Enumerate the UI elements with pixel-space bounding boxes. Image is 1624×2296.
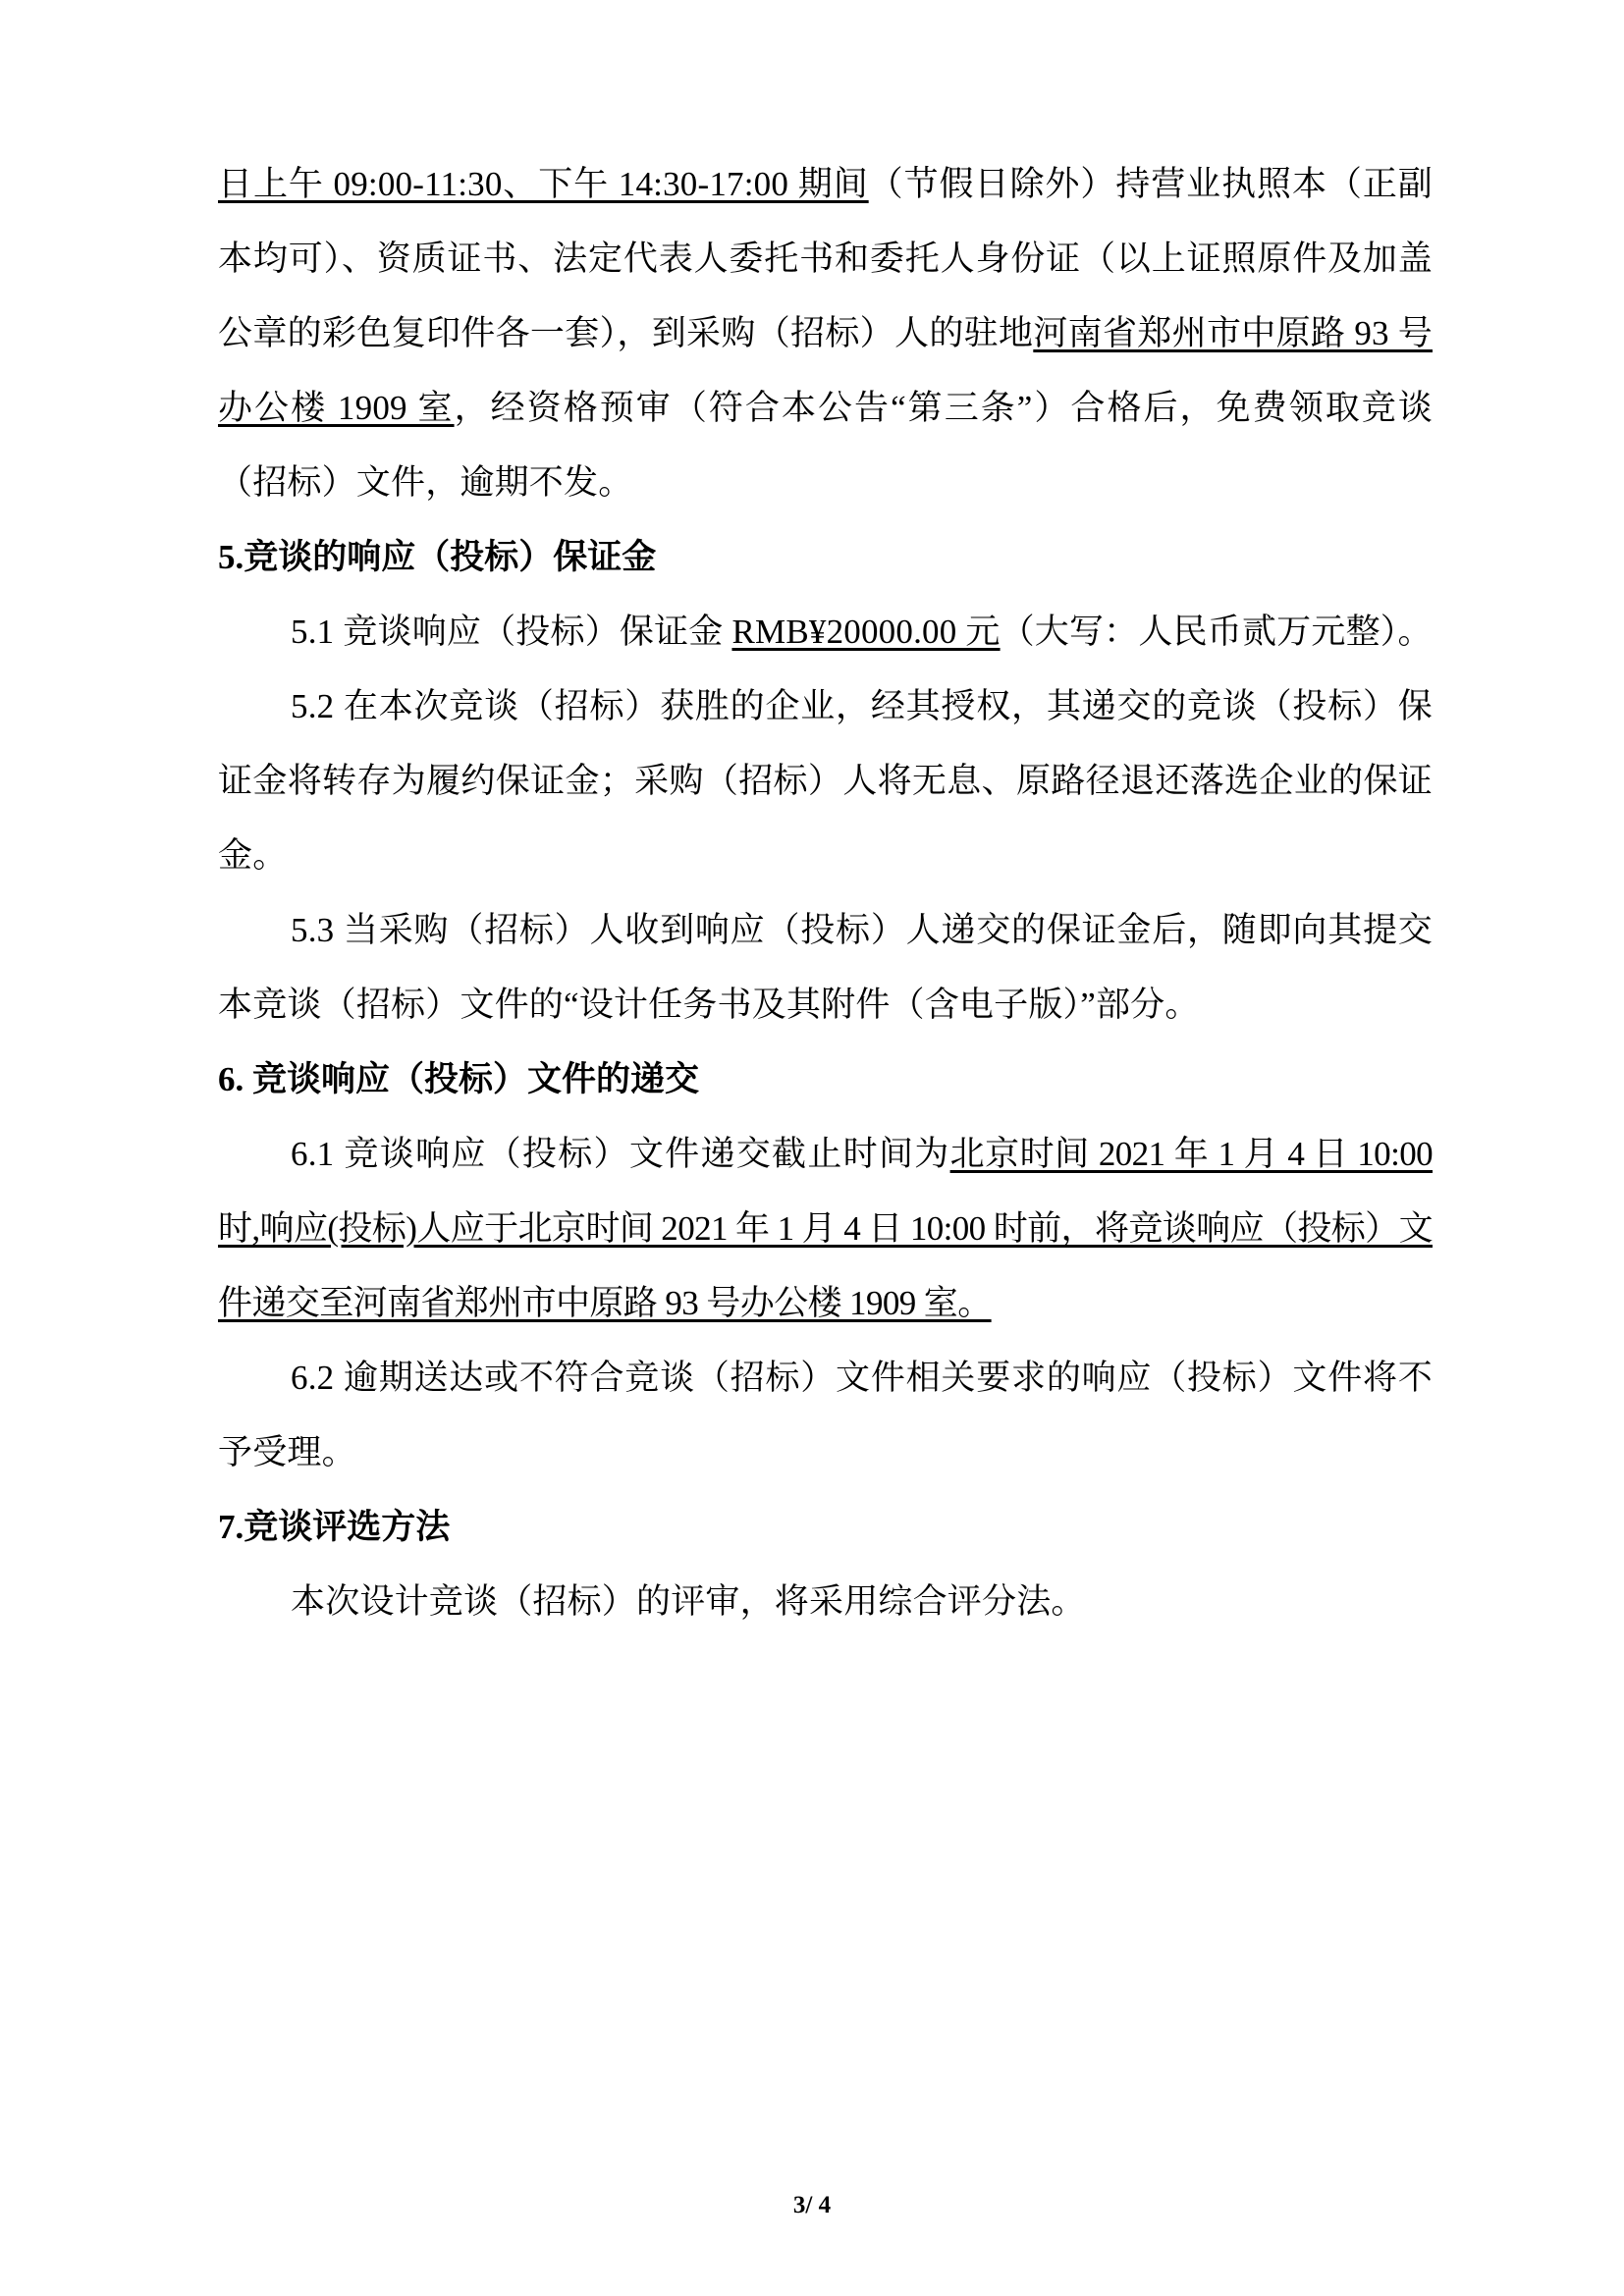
- text-underlined-time: 日上午 09:00-11:30、下午 14:30-17:00 期间: [218, 165, 869, 203]
- text-plain-1: （节假日除外）持营业执照本（正副本均可）、资质证书、法定代表人委托书和委托人身份证（以上证照原件及加盖公章的彩色复印件各一套），到采购（招标）人的驻地: [218, 165, 1434, 352]
- section-7-item-1: [218, 1565, 1433, 1639]
- text-5-1-b: （大写：人民币贰万元整）。: [1000, 613, 1433, 651]
- text-6-1-a: 6.1 竞谈响应（投标）文件递交截止时间为: [291, 1135, 950, 1173]
- section-5-item-2: [218, 669, 1433, 893]
- text-plain-2: ，经资格预审（符合本公告“第三条”）合格后，免费领取竞谈（招标）文件，逾期不发。: [218, 389, 1433, 502]
- section-5-item-3: [218, 893, 1433, 1042]
- text-underlined-address: 河南省郑州市中原路 93 号办公楼 1909 室: [218, 314, 1433, 427]
- text-5-1-a: 5.1 竞谈响应（投标）保证金: [291, 613, 732, 651]
- paragraph-continued: [218, 147, 1433, 520]
- section-5-item-1: [218, 595, 1433, 669]
- text-5-3: 5.3 当采购（招标）人收到响应（投标）人递交的保证金后，随即向其提交本竞谈（招标）文件的“设计任务书及其附件（含电子版）”部分。: [218, 911, 1433, 1024]
- text-6-2: 6.2 逾期送达或不符合竞谈（招标）文件相关要求的响应（投标）文件将不予受理。: [218, 1359, 1433, 1471]
- section-6-item-1: [218, 1117, 1433, 1341]
- page-footer: [0, 2192, 1624, 2219]
- text-6-1-deadline: 北京时间 2021 年 1 月 4 日 10:00 时,响应(投标)人应于北京时间 2021 年 1 月 4 日 10:00 时前，将竞谈响应（投标）文件递交至河南省郑州市中原路 93 号办公楼 1909 室。: [218, 1135, 1434, 1322]
- page-number: 3/ 4: [792, 2192, 832, 2218]
- text-5-1-amount: RMB¥20000.00 元: [731, 613, 1001, 651]
- text-5-2: 5.2 在本次竞谈（招标）获胜的企业，经其授权，其递交的竞谈（投标）保证金将转存为履约保证金；采购（招标）人将无息、原路径退还落选企业的保证金。: [218, 687, 1433, 875]
- section-heading-6: 6. 竞谈响应（投标）文件的递交: [218, 1060, 700, 1098]
- section-heading-7: 7.竞谈评选方法: [218, 1508, 451, 1546]
- text-7-1: 本次设计竞谈（招标）的评审，将采用综合评分法。: [291, 1582, 1086, 1621]
- section-heading-5: 5.竞谈的响应（投标）保证金: [218, 538, 657, 576]
- section-6-item-2: [218, 1341, 1433, 1490]
